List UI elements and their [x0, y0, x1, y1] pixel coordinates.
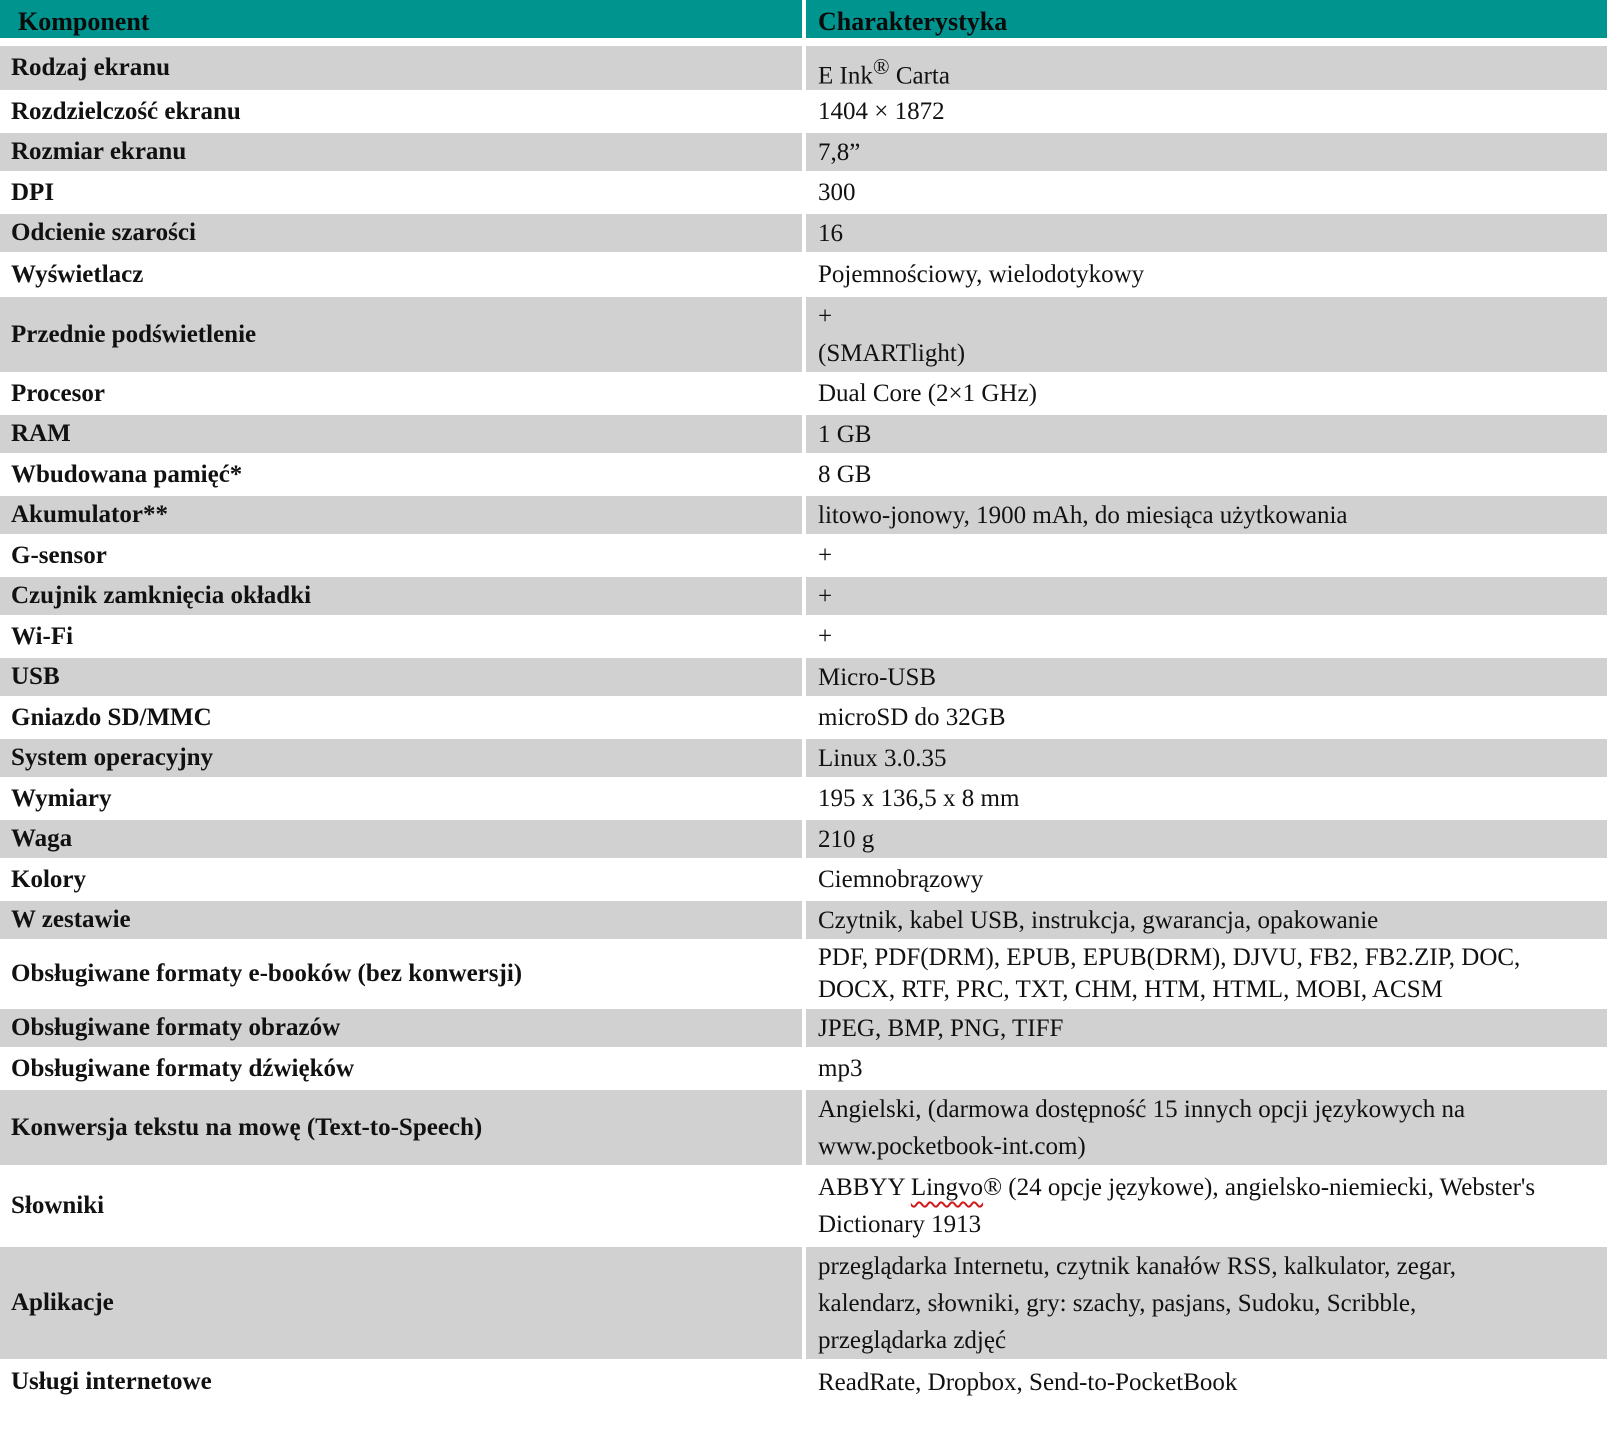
row-key: Rozmiar ekranu	[0, 133, 802, 171]
row-key: Procesor	[0, 372, 802, 415]
row-value: 1404 × 1872	[806, 90, 1607, 133]
row-value: JPEG, BMP, PNG, TIFF	[806, 1009, 1607, 1047]
row-value: przeglądarka Internetu, czytnik kanałów RSS, kalkulator, zegar, kalendarz, słowniki, gry: szachy, pasjans, Sudoku, Scribble, przeglądarka zdjęć	[806, 1247, 1607, 1359]
table-row	[0, 372, 1607, 415]
table-row	[0, 453, 1607, 496]
table-row	[0, 1247, 1607, 1359]
row-key: Obsługiwane formaty dźwięków	[0, 1047, 802, 1090]
row-value: Ciemnobrązowy	[806, 858, 1607, 901]
table-row	[0, 901, 1607, 939]
row-value: ReadRate, Dropbox, Send-to-PocketBook	[806, 1359, 1607, 1405]
table-row	[0, 1359, 1607, 1405]
table-row	[0, 1047, 1607, 1090]
table-row	[0, 133, 1607, 171]
row-value: Angielski, (darmowa dostępność 15 innych opcji językowych na www.pocketbook-int.com)	[806, 1090, 1607, 1165]
row-value: +	[806, 577, 1607, 615]
table-row	[0, 297, 1607, 372]
row-key: Rozdzielczość ekranu	[0, 90, 802, 133]
row-key: G-sensor	[0, 534, 802, 577]
table-row	[0, 820, 1607, 858]
table-row	[0, 214, 1607, 252]
table-row	[0, 496, 1607, 534]
row-key: Wi-Fi	[0, 615, 802, 658]
row-value: ABBYY Lingvo® (24 opcje językowe), angielsko-niemiecki, Webster's Dictionary 1913	[806, 1165, 1607, 1247]
table-row	[0, 615, 1607, 658]
row-value: 300	[806, 171, 1607, 214]
row-value: E Ink® Carta	[806, 46, 1607, 90]
header-komponent: Komponent	[0, 0, 802, 38]
row-key: RAM	[0, 415, 802, 453]
row-value: mp3	[806, 1047, 1607, 1090]
table-row	[0, 90, 1607, 133]
table-header	[0, 0, 1607, 38]
table-row	[0, 777, 1607, 820]
row-key: USB	[0, 658, 802, 696]
row-value: +	[806, 615, 1607, 658]
row-key: Przednie podświetlenie	[0, 297, 802, 372]
table-row	[0, 1009, 1607, 1047]
table-row	[0, 658, 1607, 696]
header-charakterystyka: Charakterystyka	[806, 0, 1607, 38]
row-value: 16	[806, 214, 1607, 252]
header-gap	[0, 38, 1607, 46]
table-row	[0, 171, 1607, 214]
table-row	[0, 46, 1607, 90]
spec-table	[0, 46, 1607, 1405]
row-value: PDF, PDF(DRM), EPUB, EPUB(DRM), DJVU, FB2, FB2.ZIP, DOC, DOCX, RTF, PRC, TXT, CHM, HTM, HTML, MOBI, ACSM	[806, 939, 1607, 1009]
table-row	[0, 534, 1607, 577]
row-key: Obsługiwane formaty e-booków (bez konwersji)	[0, 939, 802, 1009]
row-key: Waga	[0, 820, 802, 858]
row-key: Rodzaj ekranu	[0, 46, 802, 90]
registered-mark: ®	[872, 53, 890, 79]
row-key: System operacyjny	[0, 739, 802, 777]
row-key: Odcienie szarości	[0, 214, 802, 252]
row-value: Linux 3.0.35	[806, 739, 1607, 777]
table-row	[0, 252, 1607, 297]
row-value: Czytnik, kabel USB, instrukcja, gwarancja, opakowanie	[806, 901, 1607, 939]
row-key: DPI	[0, 171, 802, 214]
table-row	[0, 1165, 1607, 1247]
row-key: Konwersja tekstu na mowę (Text-to-Speech)	[0, 1090, 802, 1165]
table-row	[0, 858, 1607, 901]
row-key: Wymiary	[0, 777, 802, 820]
row-value: Micro-USB	[806, 658, 1607, 696]
row-value: 7,8”	[806, 133, 1607, 171]
row-key: Czujnik zamknięcia okładki	[0, 577, 802, 615]
row-value: 8 GB	[806, 453, 1607, 496]
table-row	[0, 939, 1607, 1009]
row-value: Dual Core (2×1 GHz)	[806, 372, 1607, 415]
spellcheck-word: Lingvo	[910, 1174, 984, 1201]
row-value: + (SMARTlight)	[806, 297, 1607, 372]
row-key: Gniazdo SD/MMC	[0, 696, 802, 739]
row-value: litowo-jonowy, 1900 mAh, do miesiąca użytkowania	[806, 496, 1607, 534]
row-key: Usługi internetowe	[0, 1359, 802, 1405]
row-value: Pojemnościowy, wielodotykowy	[806, 252, 1607, 297]
row-value: 210 g	[806, 820, 1607, 858]
row-key: W zestawie	[0, 901, 802, 939]
row-key: Kolory	[0, 858, 802, 901]
table-row	[0, 415, 1607, 453]
table-row	[0, 696, 1607, 739]
table-row	[0, 577, 1607, 615]
row-key: Wbudowana pamięć*	[0, 453, 802, 496]
row-value: microSD do 32GB	[806, 696, 1607, 739]
table-row	[0, 1090, 1607, 1165]
row-key: Słowniki	[0, 1165, 802, 1247]
row-value: 1 GB	[806, 415, 1607, 453]
row-key: Akumulator**	[0, 496, 802, 534]
row-key: Wyświetlacz	[0, 252, 802, 297]
row-key: Obsługiwane formaty obrazów	[0, 1009, 802, 1047]
row-key: Aplikacje	[0, 1247, 802, 1359]
table-row	[0, 739, 1607, 777]
row-value: 195 x 136,5 x 8 mm	[806, 777, 1607, 820]
row-value: +	[806, 534, 1607, 577]
